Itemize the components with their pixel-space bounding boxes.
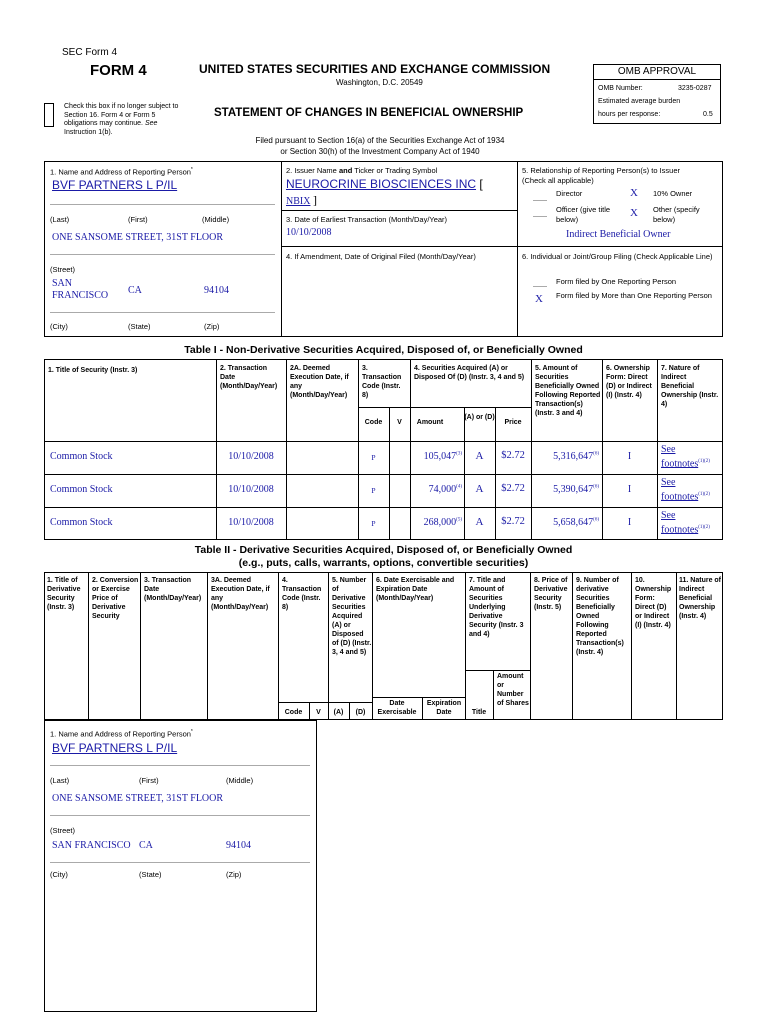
- statement-title: STATEMENT OF CHANGES IN BENEFICIAL OWNERSHIP: [214, 107, 524, 119]
- table1-title: Table I - Non-Derivative Securities Acquired, Disposed of, or Beneficially Owned: [184, 344, 583, 356]
- row-amount: 74,000$^{(4)}$: [428, 484, 462, 495]
- t2-header-owned: 9. Number of derivative Securities Beneficially Owned Following Reported Transaction(s) (Instr. 4): [576, 577, 624, 656]
- omb-number-label: OMB Number:: [598, 85, 643, 92]
- see-footnotes-link[interactable]: See footnotes: [661, 477, 699, 503]
- t1-sub-price: Price: [504, 419, 522, 426]
- hours-value: 0.5: [703, 111, 713, 118]
- city-line-1: SAN: [52, 278, 73, 289]
- earliest-transaction-date: 10/10/2008: [286, 227, 332, 238]
- form-title: FORM 4: [90, 62, 147, 79]
- t2-sub-title: Title: [471, 709, 487, 716]
- row-nature: See footnotes$^{(1)(2)}$: [661, 510, 710, 536]
- t1-sub-v: V: [397, 419, 402, 426]
- agency-city: Washington, D.C. 20549: [336, 78, 423, 87]
- filed-pursuant-line-1: Filed pursuant to Section 16(a) of the Securities Exchange Act of 1934: [255, 136, 505, 145]
- t2-header-price: 8. Price of Derivative Security (Instr. 5): [534, 577, 568, 611]
- ten-percent-owner-label: 10% Owner: [653, 189, 693, 198]
- bottom-state-label: (State): [139, 870, 162, 879]
- row-aord: A: [475, 516, 484, 528]
- bottom-last-label: (Last): [50, 776, 70, 785]
- box2-label: 2. Issuer Name and Ticker or Trading Symbol: [286, 166, 438, 175]
- see-footnotes-link[interactable]: See footnotes: [661, 444, 699, 470]
- bottom-reporting-person-box: [44, 720, 317, 1012]
- row-transaction-date: 10/10/2008: [228, 484, 274, 495]
- row-nature: See footnotes$^{(1)(2)}$: [661, 444, 710, 470]
- t2-sub-v: V: [316, 709, 321, 716]
- bottom-box-label: 1. Name and Address of Reporting Person*: [50, 729, 193, 739]
- t2-header-underlying: 7. Title and Amount of Securities Underlying Derivative Security (Instr. 3 and 4): [469, 577, 524, 638]
- row-price: $2.72: [501, 516, 525, 527]
- row-nature: See footnotes$^{(1)(2)}$: [661, 477, 710, 503]
- t2-header-deemed: 3A. Deemed Execution Date, if any (Month/Day/Year): [211, 577, 270, 611]
- street-label: (Street): [50, 265, 76, 274]
- ticker-line: NBIX ]: [286, 193, 317, 207]
- filed-by-one-label: Form filed by One Reporting Person: [556, 277, 677, 286]
- row-aord: A: [475, 450, 484, 462]
- t2-sub-d: (D): [355, 709, 366, 716]
- issuer-name[interactable]: NEUROCRINE BIOSCIENCES INC: [286, 177, 477, 191]
- t2-header-code: 4. Transaction Code (Instr. 8): [282, 577, 322, 611]
- row-security-title: Common Stock: [50, 451, 113, 462]
- bottom-city-value: SAN FRANCISCO: [52, 840, 131, 851]
- t1-header-amount-owned: 5. Amount of Securities Beneficially Owned Following Reported Transaction(s) (Instr. 3 and 4): [535, 365, 601, 417]
- t1-header-nature: 7. Nature of Indirect Beneficial Ownership (Instr. 4): [661, 365, 719, 408]
- box1-label: 1. Name and Address of Reporting Person*: [50, 167, 193, 177]
- t1-header-code: 3. Transaction Code (Instr. 8): [362, 365, 402, 399]
- row-owned: 5,316,647$^{(6)}$: [553, 451, 599, 462]
- table2-subtitle: (e.g., puts, calls, warrants, options, convertible securities): [238, 557, 529, 569]
- row-amount: 105,047$^{(3)}$: [423, 451, 462, 462]
- t2-header-exercisable: 6. Date Exercisable and Expiration Date (Month/Day/Year): [376, 577, 455, 602]
- table2-title: Table II - Derivative Securities Acquired, Disposed of, or Beneficially Owned: [194, 544, 573, 556]
- bottom-first-label: (First): [139, 776, 159, 785]
- t2-sub-expiration: Expiration Date: [426, 700, 462, 716]
- bottom-zip-label: (Zip): [226, 870, 242, 879]
- row-ownership-form: I: [627, 451, 632, 462]
- box6-label: 6. Individual or Joint/Group Filing (Check Applicable Line): [522, 252, 713, 261]
- row-ownership-form: I: [627, 484, 632, 495]
- t1-sub-code: Code: [364, 419, 383, 426]
- zip-value: 94104: [204, 285, 229, 296]
- city-label: (City): [50, 322, 68, 331]
- row-owned: 5,658,647$^{(6)}$: [553, 517, 599, 528]
- reporting-person-name[interactable]: BVF PARTNERS L P/IL: [52, 178, 178, 192]
- t1-header-title: 1. Title of Security (Instr. 3): [48, 367, 138, 374]
- filed-by-more-label: Form filed by More than One Reporting Person: [556, 291, 712, 300]
- t1-header-acquired: 4. Securities Acquired (A) or Disposed Of (D) (Instr. 3, 4 and 5): [414, 365, 525, 381]
- row-aord: A: [475, 483, 484, 495]
- row-code: P: [371, 519, 376, 528]
- bottom-street-address: ONE SANSOME STREET, 31ST FLOOR: [52, 793, 224, 804]
- other-label: Other (specify below): [653, 205, 700, 224]
- agency-title: UNITED STATES SECURITIES AND EXCHANGE COMMISSION: [199, 62, 551, 76]
- t2-sub-amount: Amount or Number of Shares: [497, 673, 529, 707]
- burden-label: Estimated average burden: [598, 98, 681, 105]
- t2-header-title: 1. Title of Derivative Security (Instr. 3): [47, 577, 81, 611]
- street-address: ONE SANSOME STREET, 31ST FLOOR: [52, 232, 224, 243]
- t2-header-conversion: 2. Conversion or Exercise Price of Derivative Security: [92, 577, 139, 620]
- t1-sub-amount: Amount: [416, 419, 444, 426]
- middle-label: (Middle): [202, 215, 230, 224]
- t2-sub-a: (A): [333, 709, 344, 716]
- row-code: P: [371, 486, 376, 495]
- bottom-zip-value: 94104: [226, 840, 251, 851]
- bottom-street-label: (Street): [50, 826, 76, 835]
- row-security-title: Common Stock: [50, 484, 113, 495]
- row-price: $2.72: [501, 450, 525, 461]
- t2-header-date: 3. Transaction Date (Month/Day/Year): [144, 577, 202, 602]
- state-label: (State): [128, 322, 151, 331]
- other-specify-text: Indirect Beneficial Owner: [566, 229, 671, 240]
- t1-header-ownership-form: 6. Ownership Form: Direct (D) or Indirect (I) (Instr. 4): [606, 365, 652, 399]
- t2-header-nature: 11. Nature of Indirect Beneficial Ownership (Instr. 4): [679, 577, 722, 620]
- t2-sub-code: Code: [284, 709, 303, 716]
- bottom-city-label: (City): [50, 870, 68, 879]
- omb-number: 3235-0287: [678, 85, 712, 92]
- filed-by-more-mark[interactable]: X: [535, 293, 543, 305]
- row-owned: 5,390,647$^{(6)}$: [553, 484, 599, 495]
- omb-title: OMB APPROVAL: [617, 66, 697, 77]
- t1-header-date: 2. Transaction Date (Month/Day/Year): [220, 365, 278, 390]
- city-line-2: FRANCISCO: [52, 290, 109, 301]
- row-ownership-form: I: [627, 517, 632, 528]
- t2-header-ownership-form: 10. Ownership Form: Direct (D) or Indirect (I) (Instr. 4): [635, 577, 672, 629]
- first-label: (First): [128, 215, 148, 224]
- checkbox-instructions: Check this box if no longer subject to Section 16. Form 4 or Form 5 obligations may continue. See Instruction 1(b).: [64, 103, 179, 136]
- see-footnotes-link[interactable]: See footnotes: [661, 510, 699, 536]
- sec-form-label: SEC Form 4: [62, 47, 118, 58]
- row-transaction-date: 10/10/2008: [228, 517, 274, 528]
- ticker-symbol[interactable]: NBIX: [286, 196, 311, 207]
- other-mark[interactable]: X: [630, 207, 638, 219]
- last-label: (Last): [50, 215, 70, 224]
- row-transaction-date: 10/10/2008: [228, 451, 274, 462]
- issuer-name-line: NEUROCRINE BIOSCIENCES INC [: [286, 177, 483, 191]
- t2-sub-exercisable: Date Exercisable: [377, 700, 417, 716]
- no-longer-subject-checkbox[interactable]: [44, 103, 54, 127]
- officer-label: Officer (give title below): [556, 205, 611, 224]
- row-security-title: Common Stock: [50, 517, 113, 528]
- director-label: Director: [556, 189, 583, 198]
- t1-header-deemed: 2A. Deemed Execution Date, if any (Month/Day/Year): [290, 365, 349, 399]
- box4-label: 4. If Amendment, Date of Original Filed (Month/Day/Year): [286, 252, 476, 261]
- t1-sub-aord: (A) or (D): [464, 414, 495, 421]
- hours-label: hours per response:: [598, 111, 661, 118]
- state-value: CA: [128, 285, 142, 296]
- row-amount: 268,000$^{(5)}$: [423, 517, 462, 528]
- row-code: P: [371, 453, 376, 462]
- filed-pursuant-line-2: or Section 30(h) of the Investment Company Act of 1940: [280, 147, 480, 156]
- box5-sublabel: (Check all applicable): [522, 176, 594, 185]
- ten-percent-owner-mark[interactable]: X: [630, 187, 638, 199]
- zip-label: (Zip): [204, 322, 220, 331]
- bottom-middle-label: (Middle): [226, 776, 254, 785]
- bottom-reporting-person-name[interactable]: BVF PARTNERS L P/IL: [52, 741, 178, 755]
- row-price: $2.72: [501, 483, 525, 494]
- box5-label: 5. Relationship of Reporting Person(s) to Issuer: [522, 166, 680, 175]
- box3-label: 3. Date of Earliest Transaction (Month/Day/Year): [286, 215, 448, 224]
- bottom-state-value: CA: [139, 840, 153, 851]
- t2-header-number: 5. Number of Derivative Securities Acquired (A) or Disposed of (D) (Instr. 3, 4 and 5): [332, 577, 372, 656]
